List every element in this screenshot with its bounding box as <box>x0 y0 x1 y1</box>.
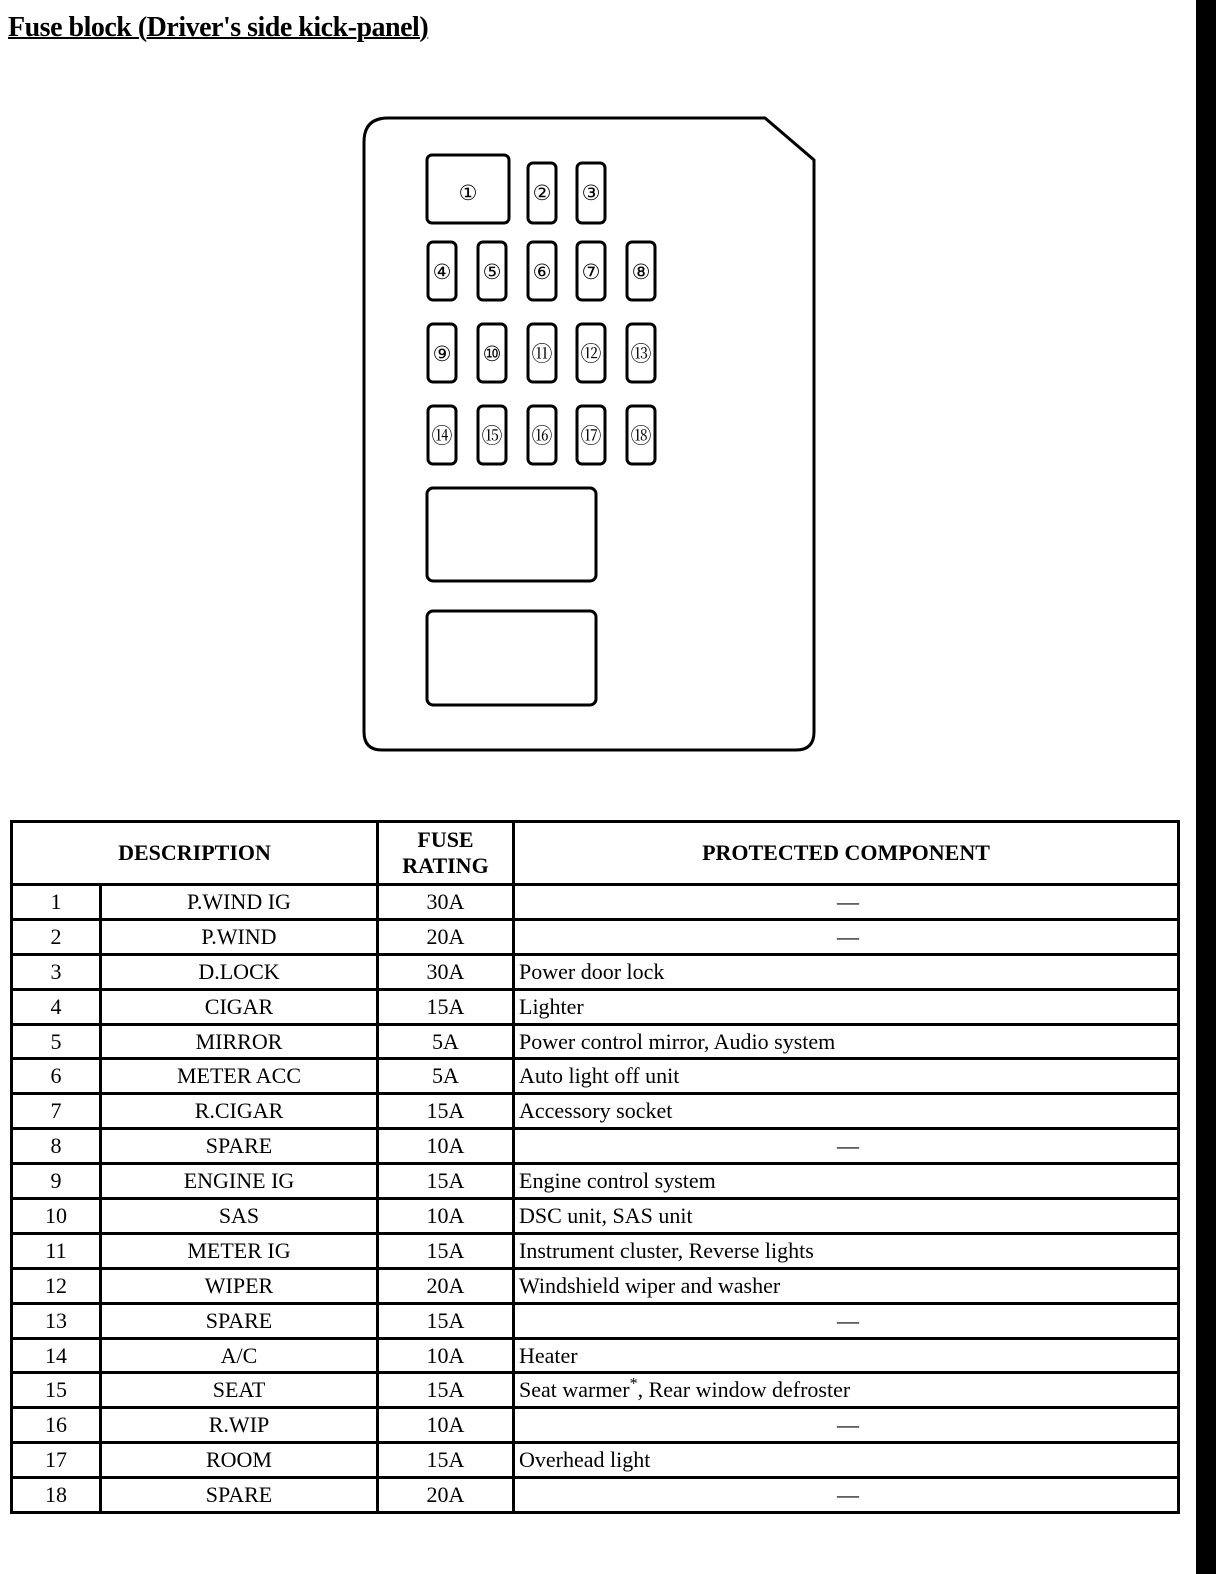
fuse-rating: 5A <box>378 1059 514 1094</box>
fuse-rating: 15A <box>378 1373 514 1408</box>
fuse-slot-15 <box>478 406 506 464</box>
fuse-rating: 10A <box>378 1408 514 1443</box>
fuse-slot-2 <box>528 163 556 223</box>
fuse-number: 7 <box>12 1094 101 1129</box>
fuse-description: ROOM <box>101 1443 378 1478</box>
fuse-slot-13 <box>627 324 655 382</box>
table-row <box>12 1164 1179 1199</box>
fuse-description: R.CIGAR <box>101 1094 378 1129</box>
fuse-description: WIPER <box>101 1268 378 1303</box>
fuse-rating: 20A <box>378 919 514 954</box>
protected-component: Power control mirror, Audio system <box>514 1024 1179 1059</box>
table-row <box>12 1338 1179 1373</box>
fuse-number: 15 <box>12 1373 101 1408</box>
table-row <box>12 1129 1179 1164</box>
table-row <box>12 1478 1179 1513</box>
fuse-rating: 10A <box>378 1338 514 1373</box>
fuse-rating: 30A <box>378 954 514 989</box>
table-row <box>12 1373 1179 1408</box>
fuse-slot-8 <box>627 242 655 300</box>
protected-component: — <box>514 1303 1179 1338</box>
protected-component <box>514 1373 1179 1408</box>
fuse-rating: 10A <box>378 1129 514 1164</box>
table-row <box>12 1303 1179 1338</box>
protected-component: Heater <box>514 1338 1179 1373</box>
fuse-description: ENGINE IG <box>101 1164 378 1199</box>
fuse-number: 8 <box>12 1129 101 1164</box>
protected-component: Accessory socket <box>514 1094 1179 1129</box>
fuse-label-4: ④ <box>432 260 452 284</box>
fuse-table <box>10 820 1180 1514</box>
fuse-label-14: ⑭ <box>431 424 453 448</box>
fuse-number: 13 <box>12 1303 101 1338</box>
header-fuse-rating <box>378 822 514 885</box>
fuse-label-18: ⑱ <box>630 424 652 448</box>
page-title: Fuse block (Driver's side kick-panel) <box>8 12 429 43</box>
protected-component: — <box>514 1408 1179 1443</box>
header-rating-line1: FUSE <box>417 827 474 852</box>
fuse-rating: 15A <box>378 989 514 1024</box>
fuse-label-11: ⑪ <box>531 342 553 366</box>
fuse-number: 16 <box>12 1408 101 1443</box>
protected-component: — <box>514 1478 1179 1513</box>
table-row <box>12 1443 1179 1478</box>
fuse-rating: 30A <box>378 885 514 920</box>
fuse-rating: 15A <box>378 1094 514 1129</box>
fuse-description: P.WIND <box>101 919 378 954</box>
fuse-label-5: ⑤ <box>482 260 502 284</box>
fuse-label-13: ⑬ <box>630 342 652 366</box>
fuse-slot-14 <box>428 406 456 464</box>
relay-slot-lower <box>427 611 596 705</box>
table-row <box>12 989 1179 1024</box>
fuse-rating: 20A <box>378 1478 514 1513</box>
fuse-number: 1 <box>12 885 101 920</box>
table-row <box>12 954 1179 989</box>
fuse-number: 14 <box>12 1338 101 1373</box>
fuse-number: 3 <box>12 954 101 989</box>
fuse-label-7: ⑦ <box>581 260 601 284</box>
fuse-slot-6 <box>528 242 556 300</box>
table-row <box>12 1408 1179 1443</box>
fuse-number: 4 <box>12 989 101 1024</box>
fuse-label-6: ⑥ <box>532 260 552 284</box>
header-protected-component: PROTECTED COMPONENT <box>514 822 1179 885</box>
fuse-label-16: ⑯ <box>531 424 553 448</box>
fuse-slot-4 <box>428 242 456 300</box>
table-row <box>12 1059 1179 1094</box>
fuse-description: SAS <box>101 1199 378 1234</box>
fuse-label-17: ⑰ <box>580 424 602 448</box>
fuse-description: METER IG <box>101 1233 378 1268</box>
fuse-slot-11 <box>528 324 556 382</box>
component-text-pre: Seat warmer <box>519 1377 630 1403</box>
fuse-description: SPARE <box>101 1478 378 1513</box>
fuse-slot-7 <box>577 242 605 300</box>
fuse-description: A/C <box>101 1338 378 1373</box>
protected-component: — <box>514 885 1179 920</box>
table-row <box>12 1024 1179 1059</box>
fuse-number: 18 <box>12 1478 101 1513</box>
fuse-description: SPARE <box>101 1129 378 1164</box>
table-row <box>12 1094 1179 1129</box>
fuse-description: D.LOCK <box>101 954 378 989</box>
protected-component: Engine control system <box>514 1164 1179 1199</box>
fuse-number: 11 <box>12 1233 101 1268</box>
fuse-description: R.WIP <box>101 1408 378 1443</box>
fuse-label-1: ① <box>458 181 478 205</box>
protected-component: Lighter <box>514 989 1179 1024</box>
fuse-label-15: ⑮ <box>481 424 503 448</box>
fuse-slot-10 <box>478 324 506 382</box>
fuse-rating: 10A <box>378 1199 514 1234</box>
protected-component: Power door lock <box>514 954 1179 989</box>
header-rating-line2: RATING <box>402 853 489 878</box>
fuse-number: 10 <box>12 1199 101 1234</box>
fuse-number: 2 <box>12 919 101 954</box>
protected-component: Instrument cluster, Reverse lights <box>514 1233 1179 1268</box>
protected-component: — <box>514 1129 1179 1164</box>
component-text-post: , Rear window defroster <box>637 1377 851 1403</box>
protected-component: Windshield wiper and washer <box>514 1268 1179 1303</box>
footnote-asterisk: * <box>629 1376 638 1394</box>
table-row <box>12 1233 1179 1268</box>
fuse-label-2: ② <box>532 181 552 205</box>
fuse-rating: 15A <box>378 1233 514 1268</box>
fuse-label-8: ⑧ <box>631 260 651 284</box>
fuse-rating: 15A <box>378 1303 514 1338</box>
fuse-slot-17 <box>577 406 605 464</box>
fuse-number: 17 <box>12 1443 101 1478</box>
fuse-rating: 20A <box>378 1268 514 1303</box>
fuse-description: MIRROR <box>101 1024 378 1059</box>
table-row <box>12 885 1179 920</box>
protected-component: Auto light off unit <box>514 1059 1179 1094</box>
fuse-rating: 15A <box>378 1443 514 1478</box>
fuse-slot-18 <box>627 406 655 464</box>
fuse-label-10: ⑩ <box>482 342 502 366</box>
fuse-label-9: ⑨ <box>432 342 452 366</box>
protected-component: Overhead light <box>514 1443 1179 1478</box>
fuse-description: SPARE <box>101 1303 378 1338</box>
fuse-slot-12 <box>577 324 605 382</box>
fuse-number: 12 <box>12 1268 101 1303</box>
fuse-slot-9 <box>428 324 456 382</box>
relay-slot-upper <box>427 488 596 581</box>
table-row <box>12 919 1179 954</box>
fuse-rating: 5A <box>378 1024 514 1059</box>
fuse-slot-5 <box>478 242 506 300</box>
fuse-slot-16 <box>528 406 556 464</box>
fuse-description: CIGAR <box>101 989 378 1024</box>
fuse-slot-1 <box>427 155 509 223</box>
fuse-slot-3 <box>577 163 605 223</box>
fuse-number: 6 <box>12 1059 101 1094</box>
fuse-description: SEAT <box>101 1373 378 1408</box>
protected-component: DSC unit, SAS unit <box>514 1199 1179 1234</box>
protected-component: — <box>514 919 1179 954</box>
fuse-rating: 15A <box>378 1164 514 1199</box>
table-row <box>12 1199 1179 1234</box>
fuse-label-3: ③ <box>581 181 601 205</box>
fuse-number: 5 <box>12 1024 101 1059</box>
fuse-description: METER ACC <box>101 1059 378 1094</box>
fuse-label-12: ⑫ <box>580 342 602 366</box>
table-row <box>12 1268 1179 1303</box>
fuse-number: 9 <box>12 1164 101 1199</box>
table-header-row <box>12 822 1179 885</box>
header-description: DESCRIPTION <box>12 822 378 885</box>
fuse-description: P.WIND IG <box>101 885 378 920</box>
